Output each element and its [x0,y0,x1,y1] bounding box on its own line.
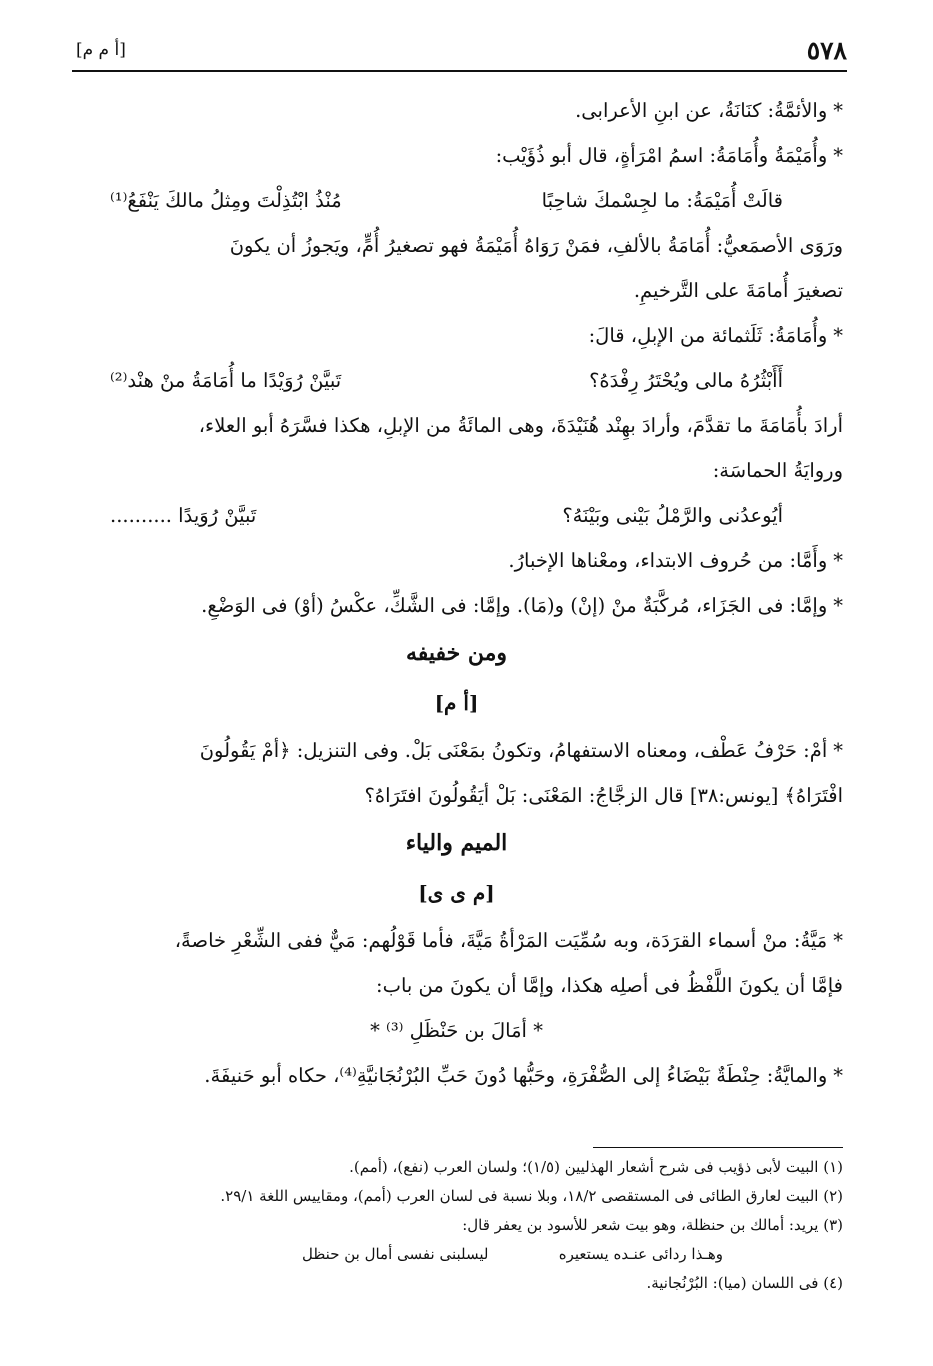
verse-hemistich-right: أيُوعدُنى والرَّمْلُ بَيْنى وبَيْنَهُ؟ [562,504,783,527]
entry-paragraph: ورَوَى الأصمَعيُّ: أُمَامَةُ بالألفِ، فمَنْ رَوَاهُ أُمَيْمَةُ فهو تصغيرُ أُمٍّ، ويَجوزُ أن يكونَ [229,234,843,257]
verse-hemistich-right: قالَتْ أُمَيْمَةُ: ما لجِسْمكَ شاحِبًا [541,189,783,212]
verse-hemistich-right: أَأَبْثُرُهُ مالى ويُحْتَرُ رِفْدَهُ؟ [589,369,783,392]
verse-line [70,358,843,403]
footnotes [72,1153,843,1298]
verse-fragment: * أمَالَ بن حَنْظَلِ ⁽³⁾ * [370,1019,543,1042]
entry-paragraph: أرادَ بأُمَامَةَ ما تقدَّمَ، وأرادَ بهِنْد هُنَيْدَةَ، وهى المائَةُ من الإبلِ، هكذا فسَّرَهُ أبو العلاء، [198,414,843,437]
entry-paragraph: *والمايَّةُ: حِنْطَةٌ بَيْضَاءُ إلى الصُّفْرَةِ، وحَبُّها دُونَ حَبِّ البُرْنُجَانيَّةِ⁽⁴⁾، حكاه أبو حَنيفَةَ. [204,1064,843,1087]
section-title: الميم والياء [405,830,508,856]
footnote: (٢) البيت لعارق الطائى فى المستقصى ١٨/٢، وبلا نسبة فى لسان العرب (أمم)، ومقاييس اللغة ٢٩/١. [220,1187,843,1205]
footnote: (٣) يريد: أمالك بن حنظلة، وهو بيت شعر للأسود بن يعفر قال: [462,1216,843,1234]
section-title: ومن خفيفه [405,640,508,666]
footnote: (١) البيت لأبى ذؤيب فى شرح أشعار الهذليين (١/٥)؛ ولسان العرب (نفع)، (أمم). [349,1158,843,1176]
asterisk-icon: * [833,144,843,167]
verse-line [70,178,843,223]
verse-hemistich-left: تَبيَّنْ رُوَيْدًا ما أُمَامَةُ منْ هنْد⁽²⁾ [110,369,342,392]
asterisk-icon: * [833,1064,843,1087]
footnote-rule [593,1147,843,1148]
entry-paragraph: *مَيَّةُ: منْ أسماء القرَدَة، وبه سُمِّيَت المَرْأةُ مَيَّةَ، فأما قَوْلُهم: مَيٌّ ففى الشِّعْرِ خاصةً، [174,929,843,952]
asterisk-icon: * [833,549,843,572]
root-heading: [م ى ى] [418,881,495,905]
entry-paragraph: *والأئمَّةُ: كنَانَةُ، عن ابنِ الأعرابى. [575,99,843,122]
verse-hemistich-right: وهـذا ردائى عنـده يستعيره [558,1245,723,1263]
root-heading: [أ م] [434,691,479,715]
asterisk-icon: * [370,1019,380,1042]
main-text [70,88,843,1098]
footnote: (٤) فى اللسان (ميا): البُرْنُجانية. [646,1274,843,1292]
header-rule [72,70,847,72]
footnote-verse [72,1240,843,1269]
verse-line [70,493,843,538]
entry-paragraph: وروايَةُ الحماسَة: [712,459,843,482]
page-number: ٥٧٨ [806,36,847,65]
entry-paragraph: *وأَمَّا: من حُروف الابتداء، ومعْناها الإخبارُ. [508,549,843,572]
asterisk-icon: * [833,99,843,122]
entry-paragraph: *وأُمَيْمَةُ وأُمَامَةُ: اسمُ امْرَأةٍ، قال أبو ذُؤَيْب: [495,144,843,167]
verse-hemistich-left: مُنْذُ ابْتُذِلْتَ ومِثلُ مالكَ يَنْفَعُ⁽¹⁾ [110,189,342,212]
asterisk-icon: * [833,929,843,952]
entry-paragraph: *أمْ: حَرْفُ عَطْف، ومعناه الاستفهامُ، وتكونُ بمَعْنَى بَلْ. وفى التنزيل: ﴿أمْ يَقُولُونَ [199,739,843,762]
entry-paragraph: فإمَّا أن يكونَ اللَّفْظُ فى أصلِه هكذا، وإمَّا أن يكونَ من باب: [376,974,843,997]
header-root-label: [أ م م] [76,40,126,60]
asterisk-icon: * [833,324,843,347]
asterisk-icon: * [833,739,843,762]
verse-hemistich-left: تَبيَّنْ رُوَيدًا .......... [110,504,257,527]
entry-paragraph: *وإمَّا: فى الجَزَاء، مُركَّبَةٌ منْ (إنْ) و(مَا). وإمَّا: فى الشَّكِّ، عكْسُ (أوْ) فى الوَضْعِ. [201,594,843,617]
verse-hemistich-left: ليسلبنى نفسى أمال بن حنظل [302,1245,489,1263]
entry-paragraph: *وأُمَامَةُ: ثَلَثمائة من الإبلِ، قالَ: [588,324,843,347]
asterisk-icon: * [833,594,843,617]
asterisk-icon: * [533,1019,543,1042]
entry-paragraph: افْتَرَاهُ﴾ [يونس:٣٨] قال الزجَّاجُ: المَعْنَى: بَلْ أيَقُولُونَ افتَرَاهُ؟ [364,784,843,807]
entry-paragraph: تصغيرَ أُمامَةَ على التَّرخيمِ. [633,279,843,302]
